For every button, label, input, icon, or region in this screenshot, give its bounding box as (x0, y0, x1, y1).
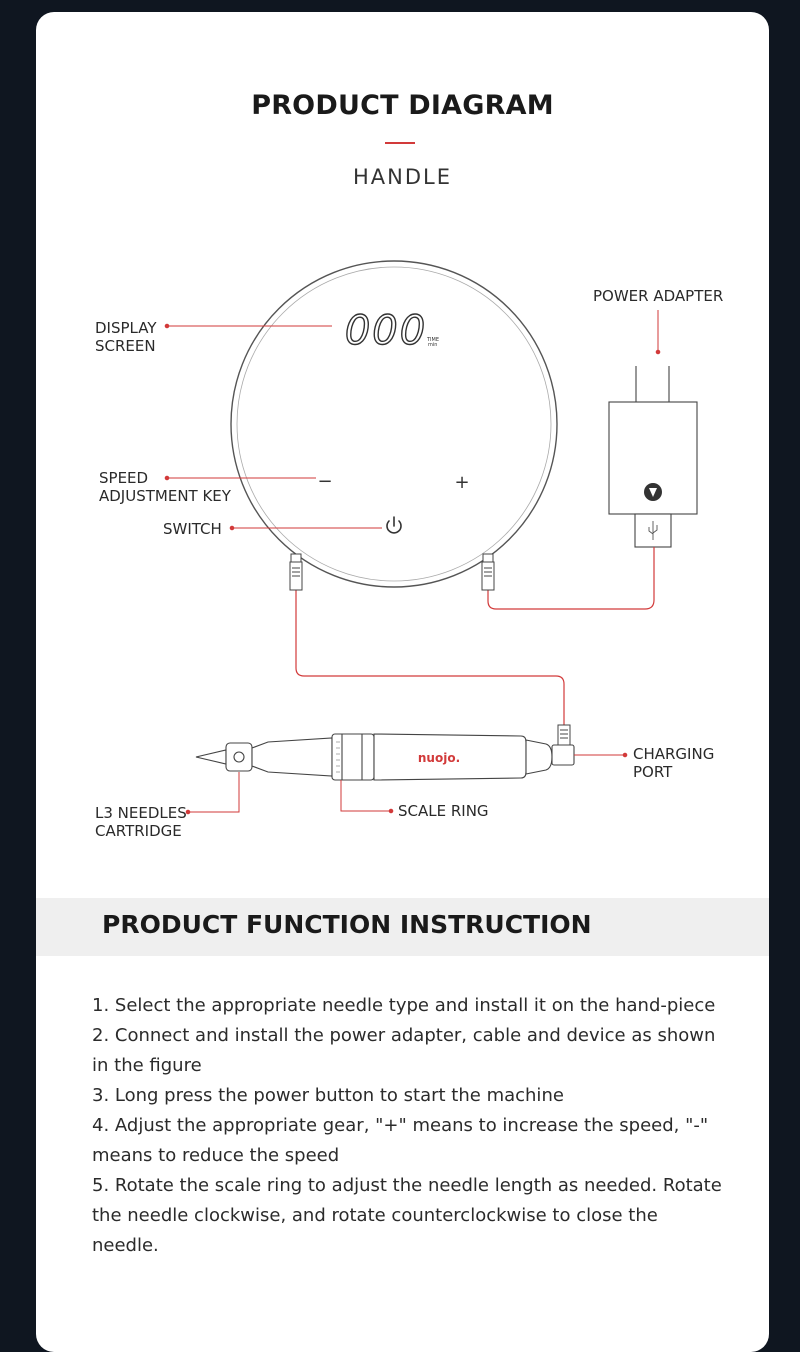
instruction-step: 5. Rotate the scale ring to adjust the needle length as needed. Rotate the needle clockwise, and rotate counterclockwise to close the needle. (92, 1175, 722, 1256)
label-speed-adjustment-key: SPEED ADJUSTMENT KEY (99, 469, 231, 505)
label-scale-ring: SCALE RING (398, 802, 489, 820)
instruction-step: 4. Adjust the appropriate gear, "+" means to increase the speed, "-" means to reduce the speed (92, 1115, 709, 1166)
power-icon (387, 517, 401, 533)
leader-switch (230, 526, 382, 530)
display-unit-bottom: min (428, 342, 438, 348)
instruction-header-band (36, 898, 769, 956)
power-adapter (609, 366, 697, 547)
label-power-adapter: POWER ADAPTER (593, 287, 724, 305)
label-display-screen: DISPLAY SCREEN (95, 319, 157, 355)
leader-display (165, 324, 332, 328)
instruction-step: 2. Connect and install the power adapter, cable and device as shown in the figure (92, 1025, 716, 1076)
instruction-step: 3. Long press the power button to start the machine (92, 1085, 564, 1106)
handpiece-pen (196, 734, 574, 780)
page-title: PRODUCT DIAGRAM (251, 90, 554, 121)
base-plug-right (482, 554, 494, 590)
leader-charging-port (574, 753, 627, 757)
pen-port-plug (558, 725, 570, 745)
pen-brand-logo: nuojo. (417, 751, 461, 765)
leader-scale-ring (341, 780, 393, 813)
minus-key: − (317, 471, 333, 492)
instruction-steps (92, 991, 722, 1261)
plus-key: + (454, 472, 470, 493)
display-digits: 000 (344, 308, 428, 354)
label-switch: SWITCH (163, 520, 222, 538)
leader-cartridge (186, 772, 239, 814)
adapter-logo-icon (644, 483, 662, 501)
leader-power-adapter (656, 310, 660, 354)
label-charging-port: CHARGING PORT (633, 745, 715, 781)
product-card (36, 12, 769, 1352)
adapter-cable (488, 547, 654, 609)
label-needles-cartridge: L3 NEEDLES CARTRIDGE (95, 804, 187, 840)
display-unit-top: TIME (427, 337, 440, 343)
handpiece-cable (296, 590, 564, 725)
instruction-step: 1. Select the appropriate needle type and install it on the hand-piece (92, 995, 716, 1016)
section-subtitle: HANDLE (352, 165, 452, 189)
base-plug-left (290, 554, 302, 590)
instruction-title: PRODUCT FUNCTION INSTRUCTION (102, 910, 592, 939)
